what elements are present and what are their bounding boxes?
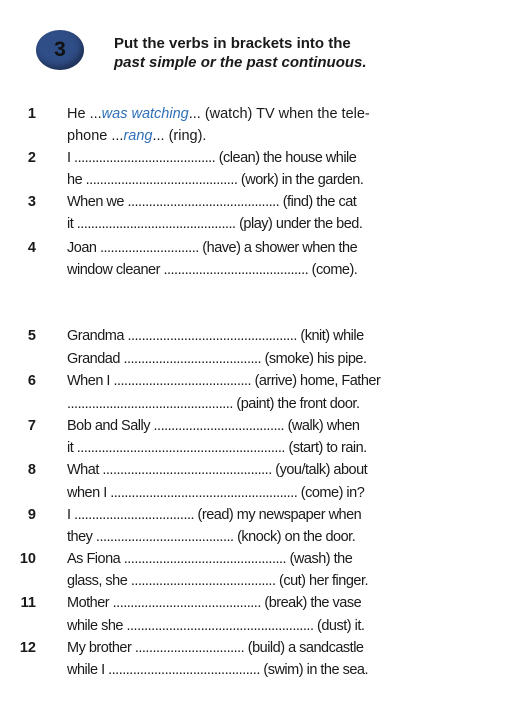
item-number: 10 bbox=[19, 551, 36, 567]
item-line: When we ........................................... (find) the cat bbox=[67, 194, 357, 210]
item-line: Joan ............................ (have) a shower when the bbox=[67, 240, 358, 256]
instruction-line-1: Put the verbs in brackets into the bbox=[114, 35, 351, 52]
item-line: What ................................................ (you/talk) about bbox=[67, 462, 368, 478]
item-line: When I ....................................... (arrive) home, Father bbox=[67, 373, 381, 389]
item-number: 2 bbox=[27, 150, 36, 166]
item-number: 8 bbox=[27, 462, 36, 478]
item-number: 12 bbox=[19, 640, 36, 656]
exercise-instructions bbox=[114, 34, 367, 72]
item-number: 1 bbox=[27, 106, 36, 122]
item-line: I .................................. (read) my newspaper when bbox=[67, 507, 362, 523]
item-line: Grandad ....................................... (smoke) his pipe. bbox=[67, 351, 367, 367]
item-number: 3 bbox=[27, 194, 36, 210]
item-line: As Fiona .............................................. (wash) the bbox=[67, 551, 353, 567]
item-number: 11 bbox=[20, 595, 36, 611]
item-line: He ...was watching... (watch) TV when the tele- bbox=[67, 106, 370, 122]
item-number: 4 bbox=[27, 240, 36, 256]
item-line: phone ...rang... (ring). bbox=[67, 128, 207, 144]
item-line: it ............................................. (play) under the bed. bbox=[67, 216, 363, 232]
item-line: glass, she ......................................... (cut) her finger. bbox=[67, 573, 369, 589]
item-line: ............................................... (paint) the front door. bbox=[67, 396, 360, 412]
item-line: My brother ............................... (build) a sandcastle bbox=[67, 640, 364, 656]
exercise-number: 3 bbox=[54, 38, 66, 61]
item-line: while she ..................................................... (dust) it. bbox=[67, 618, 365, 634]
item-number: 6 bbox=[27, 373, 36, 389]
answer-text: was watching bbox=[101, 106, 189, 122]
answer-text: rang bbox=[123, 128, 153, 144]
item-line: Mother .......................................... (break) the vase bbox=[67, 595, 362, 611]
item-line: he ........................................... (work) in the garden. bbox=[67, 172, 364, 188]
item-number: 7 bbox=[27, 418, 36, 434]
item-line: they ....................................... (knock) on the door. bbox=[67, 529, 356, 545]
instruction-line-2: past simple or the past continuous. bbox=[114, 54, 367, 71]
item-line: window cleaner ......................................... (come). bbox=[67, 262, 358, 278]
item-number: 9 bbox=[27, 507, 36, 523]
item-number: 5 bbox=[27, 328, 36, 344]
item-line: when I ..................................................... (come) in? bbox=[67, 485, 365, 501]
item-line: Grandma ................................................ (knit) while bbox=[67, 328, 364, 344]
item-line: it ........................................................... (start) to rain. bbox=[67, 440, 367, 456]
exercise-header bbox=[36, 26, 506, 78]
item-line: while I ........................................... (swim) in the sea. bbox=[67, 662, 368, 678]
item-line: Bob and Sally ..................................... (walk) when bbox=[67, 418, 360, 434]
item-line: I ........................................ (clean) the house while bbox=[67, 150, 357, 166]
